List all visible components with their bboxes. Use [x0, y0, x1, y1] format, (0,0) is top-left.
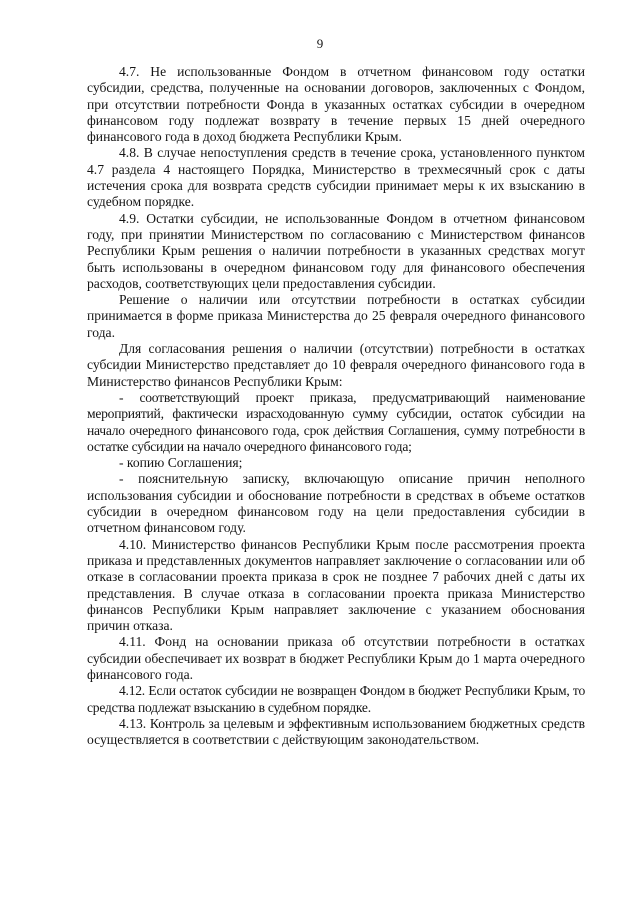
paragraph-4-9: 4.9. Остатки субсидии, не использованные Фондом в отчетном финансовом году, при принятии Министерством по согласованию с Министерством финансов Республики Крым решения о наличии потребности в указанных средствах могут быть использованы в очередном финансовом году для финансового обеспечения расходов, соответствующих цели предоставления субсидии. — [87, 210, 585, 291]
paragraph-4-7: 4.7. Не использованные Фондом в отчетном финансовом году остатки субсидии, средства, полученные на основании договоров, заключенных с Фондом, при отсутствии потребности Фонда в указанных остатках субсидии в очередном финансовом году подлежат возврату в течение первых 15 дней очередного финансового года в доход бюджета Республики Крым. — [87, 64, 585, 145]
paragraph-4-8: 4.8. В случае непоступления средств в течение срока, установленного пунктом 4.7 раздела 4 настоящего Порядка, Министерство в трехмесячный срок с даты истечения срока для возврата средств субсидии принимает меры к их взысканию в судебном порядке. — [87, 145, 585, 210]
page-number: 9 — [316, 36, 324, 51]
paragraph-4-12: 4.12. Если остаток субсидии не возвращен Фондом в бюджет Республики Крым, то средства подлежат взысканию в судебном порядке. — [87, 683, 585, 715]
list-item-explanatory-note: - пояснительную записку, включающую описание причин неполного использования субсидии и обоснование потребности в средствах в объеме остатков субсидии в очередном финансовом году на цели предоставления субсидии в отчетном финансовом году. — [87, 471, 585, 536]
document-body — [87, 64, 585, 748]
paragraph-4-10: 4.10. Министерство финансов Республики Крым после рассмотрения проекта приказа и представленных документов направляет заключение о согласовании или об отказе в согласовании проекта приказа в срок не позднее 7 рабочих дней с даты их представления. В случае отказа в согласовании проекта приказа Министерство финансов Республики Крым направляет заключение с указанием обоснования причин отказа. — [87, 536, 585, 634]
paragraph-decision-deadline: Решение о наличии или отсутствии потребности в остатках субсидии принимается в форме приказа Министерства до 25 февраля очередного финансового года. — [87, 292, 585, 340]
list-item-agreement-copy: - копию Соглашения; — [119, 455, 243, 471]
paragraph-4-11: 4.11. Фонд на основании приказа об отсутствии потребности в остатках субсидии обеспечивает их возврат в бюджет Республики Крым до 1 марта очередного финансового года. — [87, 634, 585, 682]
paragraph-4-13: 4.13. Контроль за целевым и эффективным использованием бюджетных средств осуществляется в соответствии с действующим законодательством. — [87, 715, 585, 748]
list-item-draft-order: - соответствующий проект приказа, предусматривающий наименование мероприятий, фактически израсходованную сумму субсидии, остаток субсидии на начало очередного финансового года, срок действия Соглашения, сумму потребности в остатке субсидии на начало очередного финансового года; — [87, 389, 585, 454]
paragraph-approval-procedure: Для согласования решения о наличии (отсутствии) потребности в остатках субсидии Министерство представляет до 10 февраля очередного финансового года в Министерство финансов Республики Крым: — [87, 341, 585, 389]
